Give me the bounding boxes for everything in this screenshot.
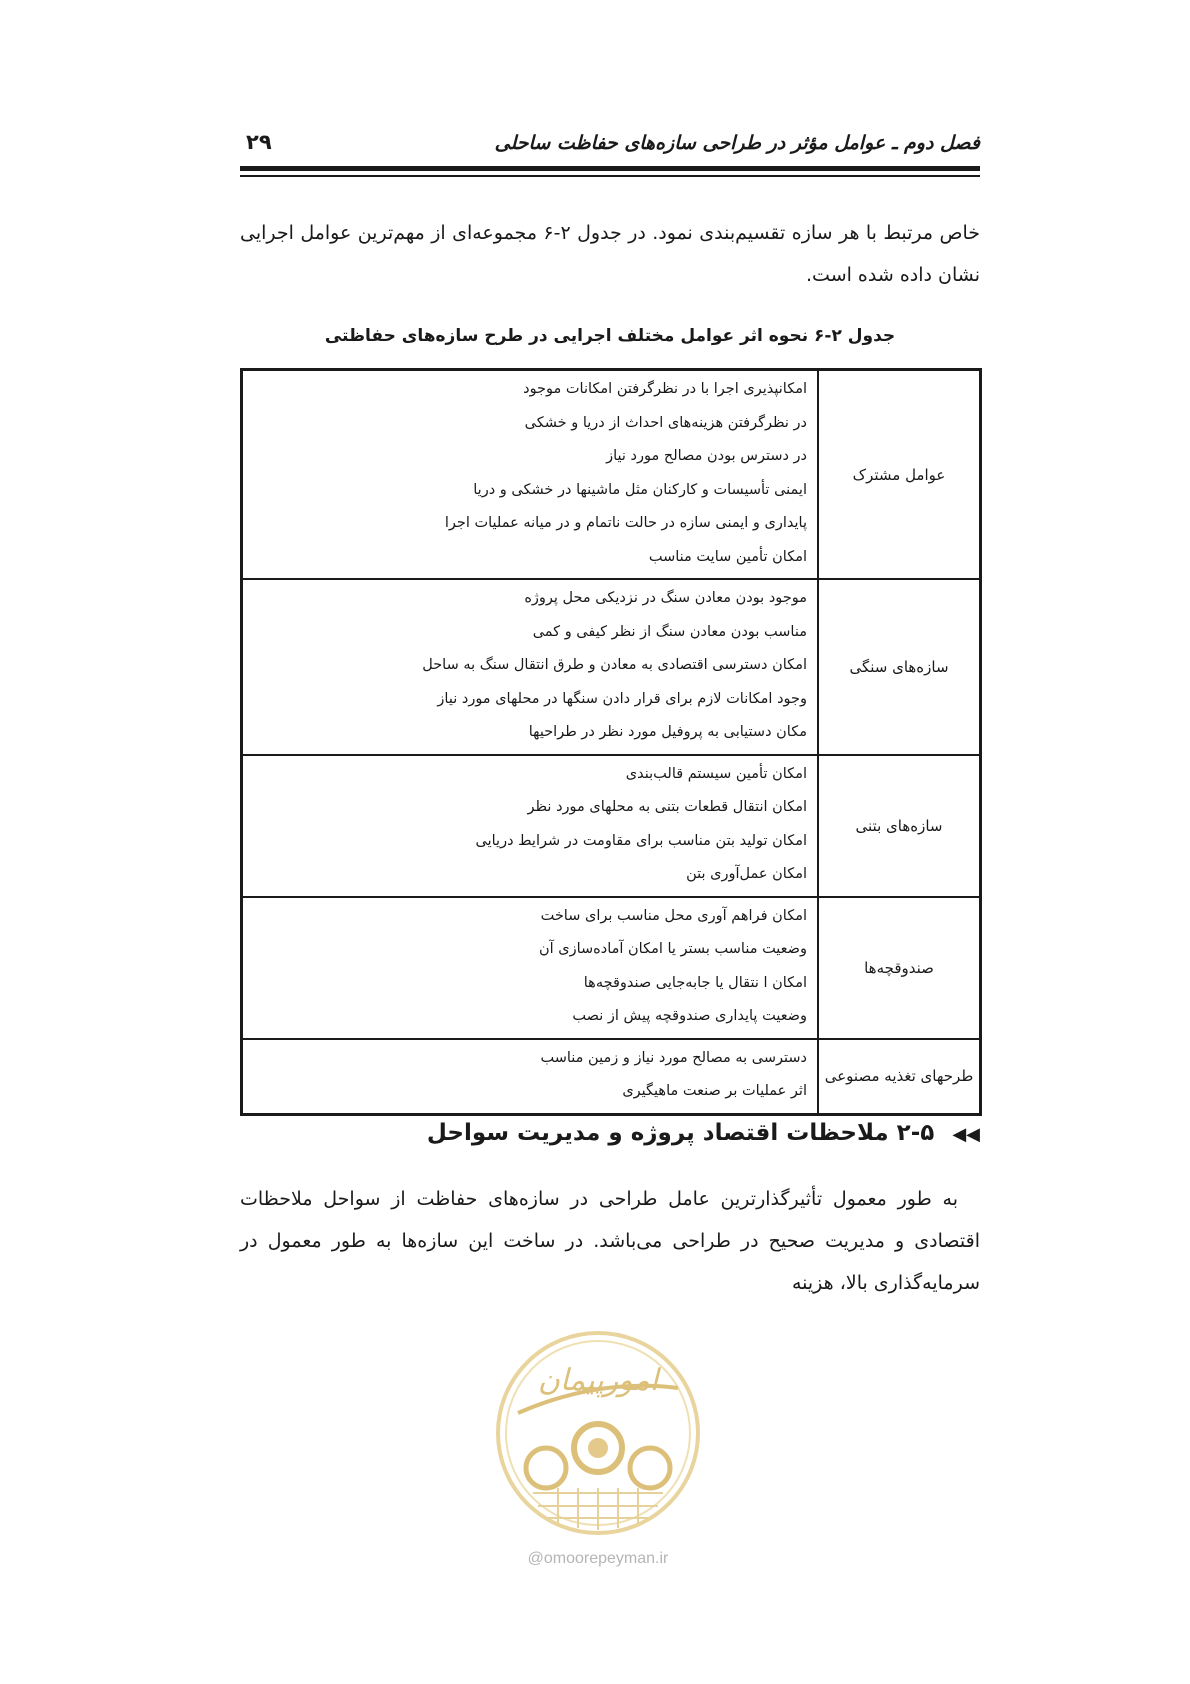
header-rule-thin (240, 175, 980, 177)
table-row (242, 755, 981, 897)
table-item: وجود امکانات لازم برای قرار دادن سنگها در محلهای مورد نیاز (437, 690, 807, 707)
chapter-title: فصل دوم ـ عوامل مؤثر در طراحی سازه‌های حفاظت ساحلی (494, 132, 980, 154)
table-item: امکان تولید بتن مناسب برای مقاومت در شرایط دریایی (475, 832, 807, 849)
page-header (240, 126, 980, 160)
watermark-logo-text: امورپیمان (537, 1363, 659, 1398)
watermark-seal-icon (488, 1318, 708, 1548)
table-item: امکان عمل‌آوری بتن (686, 866, 807, 882)
table-item: وضعیت مناسب بستر یا امکان آماده‌سازی آن (538, 941, 807, 957)
table-item: وضعیت پایداری صندوقچه پیش از نصب (572, 1008, 807, 1024)
table-item: موجود بودن معادن سنگ در نزدیکی محل پروژه (524, 590, 807, 606)
page-number: ۲۹ (246, 130, 272, 154)
table-item: پایداری و ایمنی سازه در حالت ناتمام و در میانه عملیات اجرا (444, 515, 807, 531)
table-item: در نظرگرفتن هزینه‌های احداث از دریا و خشکی (524, 414, 807, 431)
table-item: دسترسی به مصالح مورد نیاز و زمین مناسب (540, 1049, 807, 1066)
table-item: ایمنی تأسیسات و کارکنان مثل ماشینها در خشکی و دریا (473, 481, 807, 498)
execution-factors-table (240, 368, 982, 1116)
table-item: امکان دسترسی اقتصادی به معادن و طرق انتقال سنگ به ساحل (422, 657, 807, 673)
table-item: امکان انتقال قطعات بتنی به محلهای مورد نظر (527, 799, 807, 815)
table-row (242, 897, 981, 1039)
table-item: مکان دستیابی به پروفیل مورد نظر در طراحیها (528, 724, 807, 740)
table-items-cell (242, 370, 819, 580)
header-rule (240, 166, 980, 171)
table-category-cell: سازه‌های سنگی (818, 579, 981, 755)
watermark-caption: @omoorepeyman.ir (527, 1550, 669, 1567)
table-row (242, 370, 981, 580)
table-caption: جدول ۲-۶ نحوه اثر عوامل مختلف اجرایی در طرح سازه‌های حفاظتی (324, 326, 896, 346)
table-items-cell (242, 1039, 819, 1115)
table-row (242, 579, 981, 755)
table-items-cell (242, 755, 819, 897)
table-item: امکان تأمین سایت مناسب (648, 548, 807, 565)
table-row (242, 1039, 981, 1115)
table-category-cell: طرحهای تغذیه مصنوعی (818, 1039, 981, 1115)
section-number: ۲-۵ (896, 1120, 935, 1146)
table-item: امکان فراهم آوری محل مناسب برای ساخت (540, 907, 807, 924)
body-paragraph: به طور معمول تأثیرگذارترین عامل طراحی در سازه‌های حفاظت از سواحل ملاحظات اقتصادی و مدیریت صحیح در طراحی می‌باشد. در ساخت این سازه‌ها به طور معمول در سرمایه‌گذاری بالا، هزینه (240, 1188, 980, 1294)
section-marker-icon: ◀◀ (952, 1124, 980, 1145)
table-item: امکان ا نتقال یا جابه‌جایی صندوقچه‌ها (583, 974, 807, 991)
section-heading (240, 1120, 980, 1146)
table-category-cell: سازه‌های بتنی (818, 755, 981, 897)
table-item: اثر عملیات بر صنعت ماهیگیری (622, 1083, 807, 1099)
watermark-logo (488, 1318, 708, 1578)
table-items-cell (242, 579, 819, 755)
table-item: در دسترس بودن مصالح مورد نیاز (606, 448, 807, 464)
table-item: امکان تأمین سیستم قالب‌بندی (625, 765, 807, 782)
table-item: امکانپذیری اجرا با در نظرگرفتن امکانات موجود (523, 381, 807, 397)
section-title: ملاحظات اقتصاد پروژه و مدیریت سواحل (426, 1120, 889, 1146)
table-category-cell: عوامل مشترک (818, 370, 981, 580)
table-item: مناسب بودن معادن سنگ از نظر کیفی و کمی (532, 623, 807, 640)
intro-paragraph: خاص مرتبط با هر سازه تقسیم‌بندی نمود. در جدول ۲-۶ مجموعه‌ای از مهم‌ترین عوامل اجرایی نشان داده شده است. (240, 222, 980, 286)
table-items-cell (242, 897, 819, 1039)
table-category-cell: صندوقچه‌ها (818, 897, 981, 1039)
